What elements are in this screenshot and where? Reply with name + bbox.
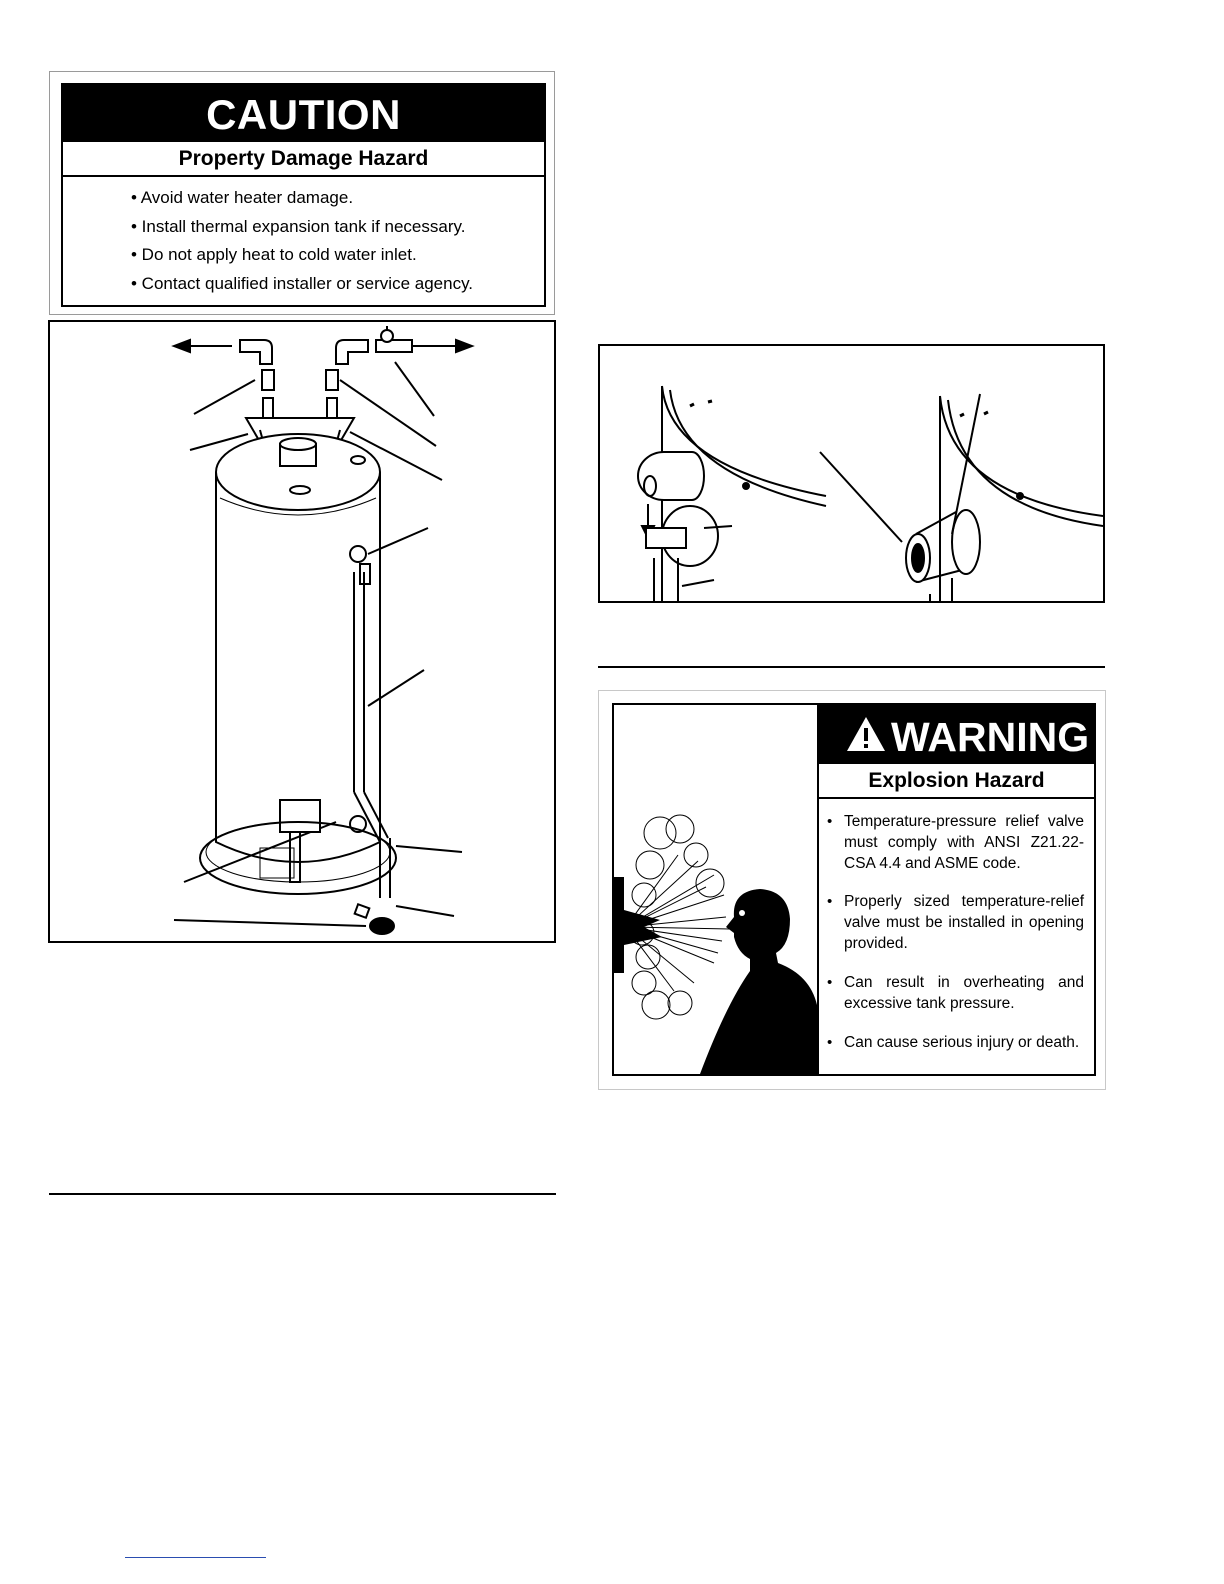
caution-subtitle: Property Damage Hazard [63,142,544,177]
section-divider [49,1193,556,1195]
bullet: • [827,813,833,830]
section-divider [598,666,1105,668]
bullet: • [827,893,833,910]
explosion-person-icon [614,705,817,1074]
warning-item: Properly sized temperature-relief valve must be installed in opening provided. [844,893,1084,952]
warning-item: Can result in overheating and excessive tank pressure. [844,974,1084,1012]
caution-item: • Install thermal expansion tank if necessary. [131,217,466,236]
warning-item: Can cause serious injury or death. [844,1034,1080,1051]
water-heater-illustration [50,322,554,941]
explosion-pictogram [614,705,819,1074]
relief-valve-figure [598,344,1105,603]
warning-header [819,705,1094,763]
warning-subtitle: Explosion Hazard [819,763,1094,799]
alert-triangle-icon [845,715,887,753]
bullet: • [827,1034,833,1051]
caution-item: • Contact qualified installer or service agency. [131,274,474,293]
caution-item: • Avoid water heater damage. [131,188,354,207]
caution-item: • Do not apply heat to cold water inlet. [131,245,417,264]
warning-item: Temperature-pressure relief valve must comply with ANSI Z21.22-CSA 4.4 and ASME code. [844,813,1084,872]
warning-label [612,703,1096,1076]
relief-valve-illustration [600,346,1103,601]
caution-title: CAUTION [63,85,544,142]
bullet: • [827,974,833,991]
warning-title: WARNING [891,714,1090,760]
footnote-link-underline[interactable] [125,1557,266,1558]
water-heater-figure [48,320,556,943]
caution-label [61,83,546,307]
